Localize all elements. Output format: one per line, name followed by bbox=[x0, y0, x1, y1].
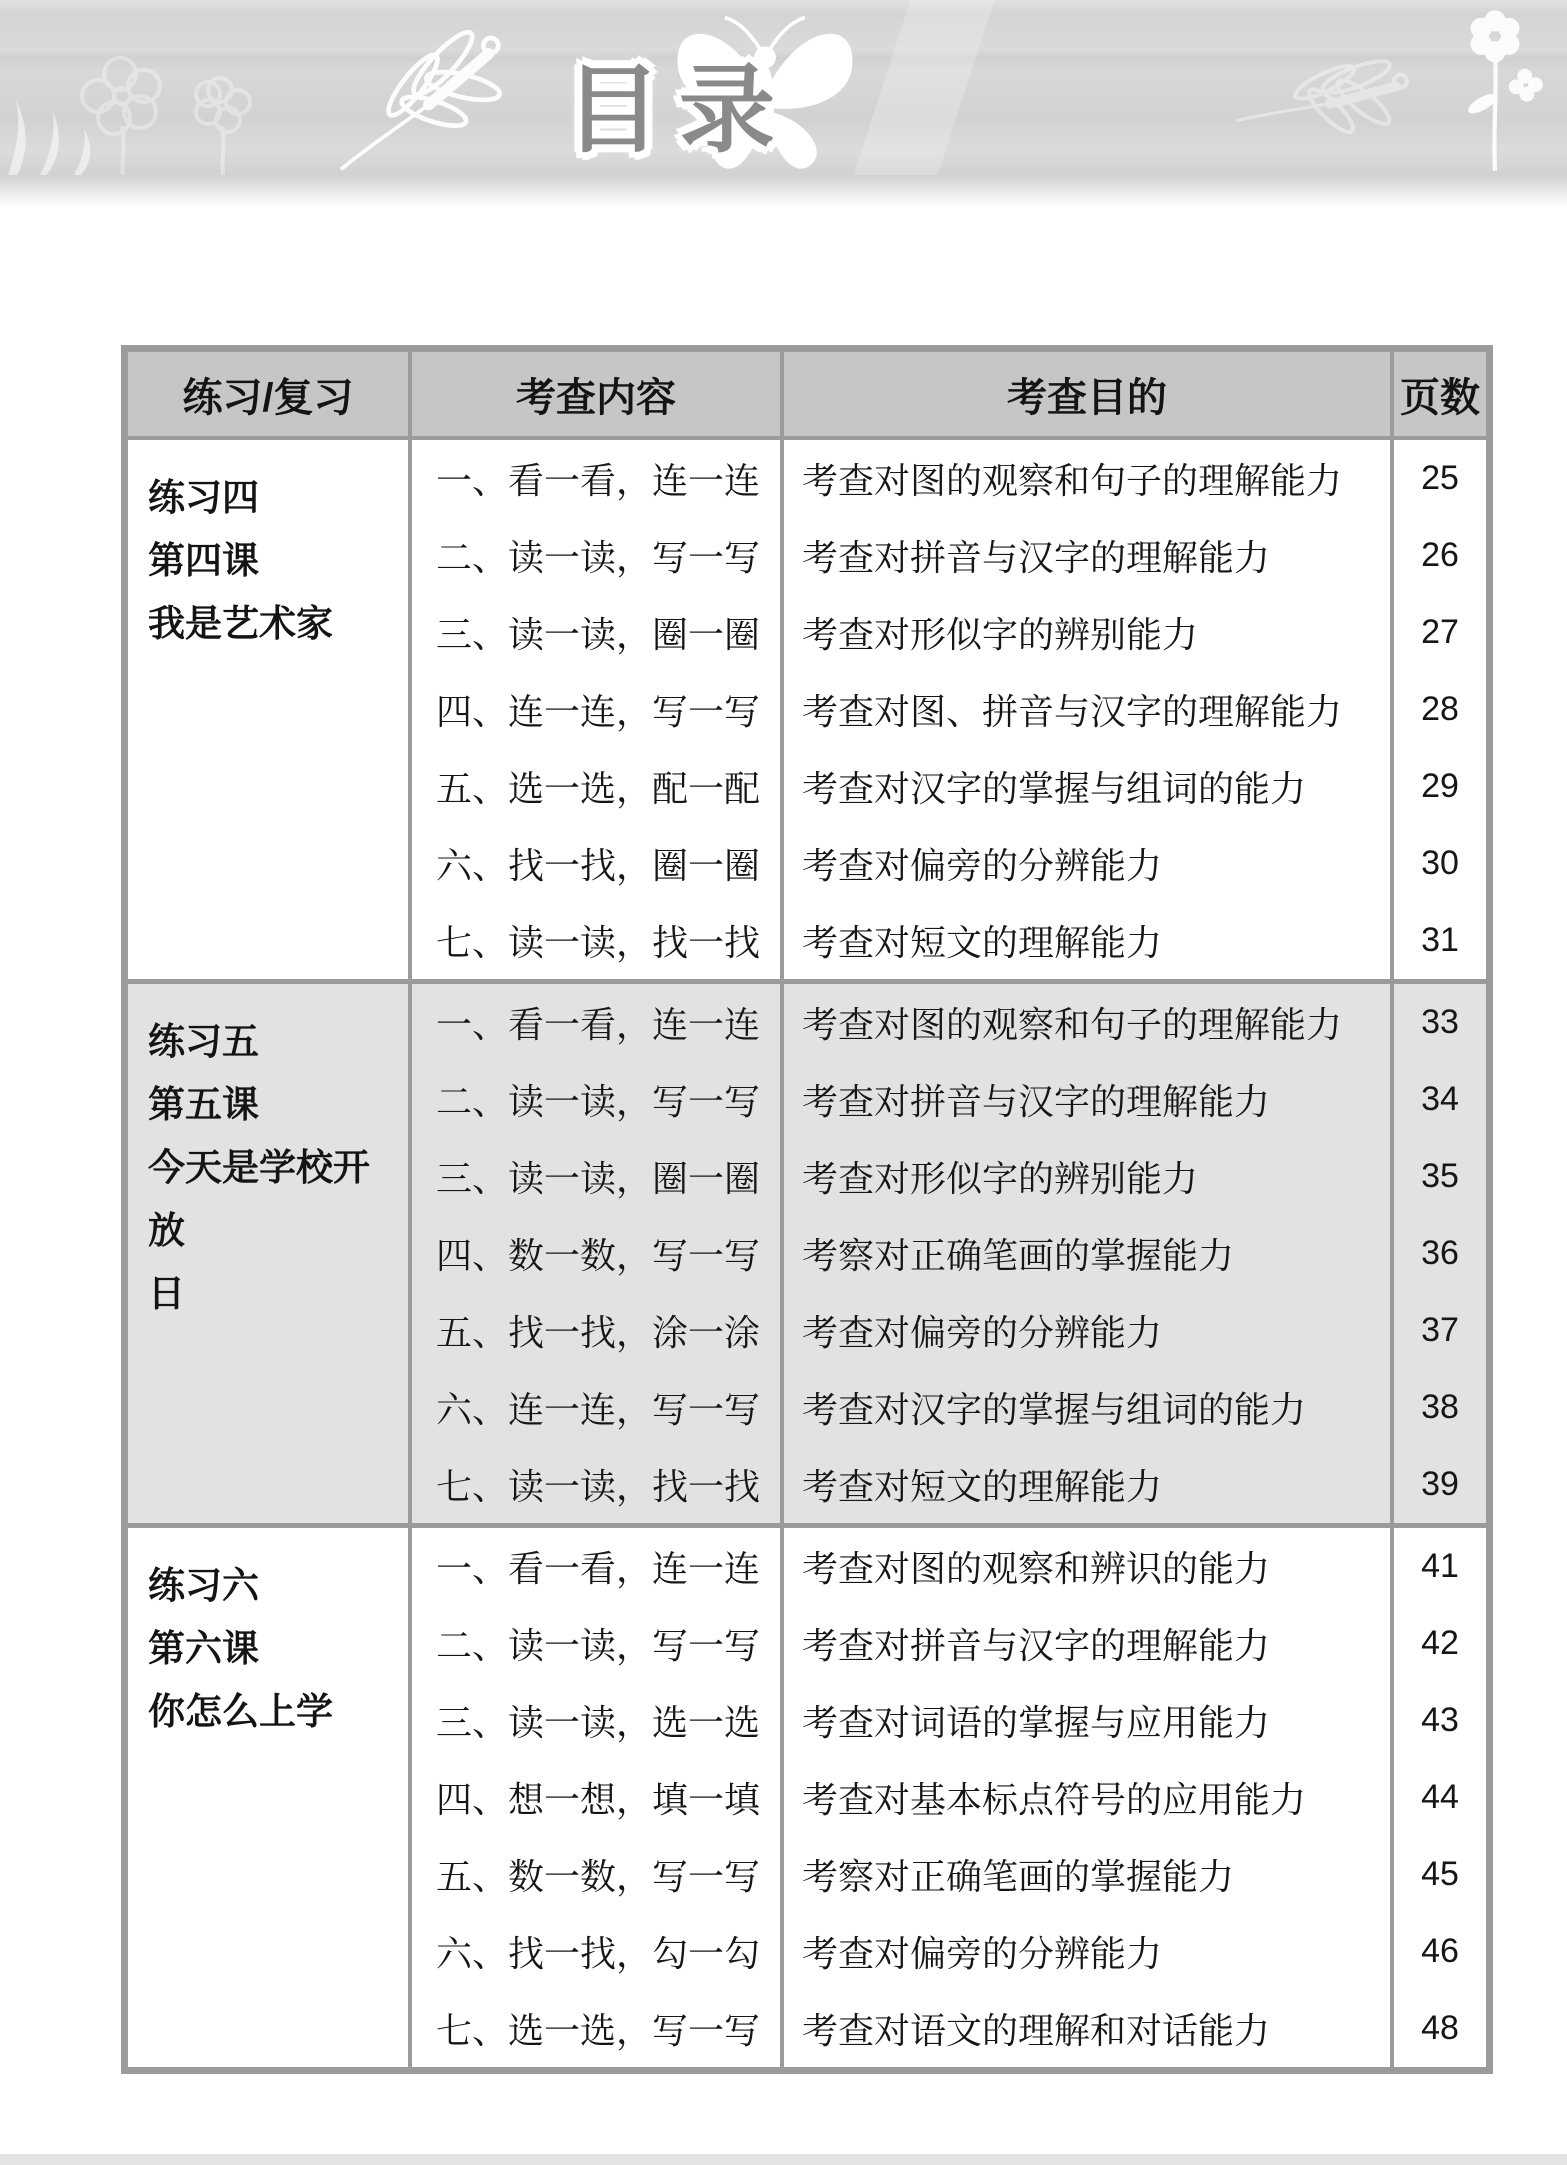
page-number: 42 bbox=[1421, 1624, 1459, 1662]
purpose-cell: 考查对偏旁的分辨能力 bbox=[802, 1313, 1163, 1353]
page-title: 目录 bbox=[565, 54, 793, 166]
column-header-purpose: 考查目的 bbox=[780, 352, 1390, 436]
exercise-title-line: 日 bbox=[148, 1273, 185, 1314]
content-cell: 一、看一看，连一连 bbox=[436, 1549, 761, 1589]
purpose-cell: 考察对正确笔画的掌握能力 bbox=[802, 1857, 1235, 1897]
content-cell: 七、读一读，找一找 bbox=[436, 923, 761, 963]
exercise-title-line: 第四课 bbox=[148, 540, 259, 581]
content-cell: 一、看一看，连一连 bbox=[436, 1005, 761, 1045]
exercise-title-cell bbox=[128, 1528, 408, 2067]
page-number: 25 bbox=[1421, 459, 1459, 497]
purpose-cell: 考查对图的观察和句子的理解能力 bbox=[802, 1005, 1343, 1045]
content-cell: 五、数一数，写一写 bbox=[436, 1857, 761, 1897]
purpose-column bbox=[780, 984, 1390, 1523]
purpose-cell: 考察对正确笔画的掌握能力 bbox=[802, 1236, 1235, 1276]
exercise-title-cell bbox=[128, 440, 408, 979]
exercise-title-line: 第六课 bbox=[148, 1628, 259, 1669]
content-cell: 二、读一读，写一写 bbox=[436, 1082, 761, 1122]
purpose-column bbox=[780, 1528, 1390, 2067]
page-number: 29 bbox=[1421, 767, 1459, 805]
page-number: 34 bbox=[1421, 1080, 1459, 1118]
page-number: 39 bbox=[1421, 1465, 1459, 1503]
purpose-cell: 考查对基本标点符号的应用能力 bbox=[802, 1780, 1307, 1820]
page-number: 48 bbox=[1421, 2009, 1459, 2047]
purpose-cell: 考查对图的观察和句子的理解能力 bbox=[802, 461, 1343, 501]
toc-section-1 bbox=[128, 440, 1486, 979]
column-header-content: 考查内容 bbox=[408, 352, 780, 436]
column-header-exercise: 练习/复习 bbox=[182, 375, 354, 420]
exercise-title-line: 练习六 bbox=[148, 1565, 259, 1606]
dragonfly-icon bbox=[1217, 7, 1452, 175]
page-number: 41 bbox=[1421, 1547, 1459, 1585]
grass-icon bbox=[0, 92, 174, 175]
purpose-cell: 考查对图、拼音与汉字的理解能力 bbox=[802, 692, 1343, 732]
decorative-header-band bbox=[0, 0, 1567, 175]
page-number: 44 bbox=[1421, 1778, 1459, 1816]
purpose-cell: 考查对图的观察和辨识的能力 bbox=[802, 1549, 1271, 1589]
purpose-cell: 考查对偏旁的分辨能力 bbox=[802, 1934, 1163, 1974]
content-cell: 四、想一想，填一填 bbox=[436, 1780, 761, 1820]
flower-icon bbox=[1430, 6, 1560, 175]
purpose-cell: 考查对短文的理解能力 bbox=[802, 923, 1163, 963]
page-number: 26 bbox=[1421, 536, 1459, 574]
dragonfly-icon bbox=[287, 0, 573, 175]
content-cell: 七、读一读，找一找 bbox=[436, 1467, 761, 1507]
content-cell: 五、找一找，涂一涂 bbox=[436, 1313, 761, 1353]
page-number: 27 bbox=[1421, 613, 1459, 651]
page-number: 30 bbox=[1421, 844, 1459, 882]
toc-table bbox=[121, 345, 1493, 2074]
page-number: 31 bbox=[1421, 921, 1459, 959]
content-cell: 四、数一数，写一写 bbox=[436, 1236, 761, 1276]
exercise-title-line: 你怎么上学 bbox=[148, 1691, 333, 1732]
purpose-cell: 考查对词语的掌握与应用能力 bbox=[802, 1703, 1271, 1743]
table-body bbox=[128, 440, 1486, 2067]
page-number: 36 bbox=[1421, 1234, 1459, 1272]
purpose-cell: 考查对偏旁的分辨能力 bbox=[802, 846, 1163, 886]
page-number: 38 bbox=[1421, 1388, 1459, 1426]
content-cell: 三、读一读，圈一圈 bbox=[436, 1159, 761, 1199]
column-header-page: 页数 bbox=[1390, 352, 1486, 436]
header-fade bbox=[0, 175, 1567, 207]
page-number: 37 bbox=[1421, 1311, 1459, 1349]
purpose-cell: 考查对拼音与汉字的理解能力 bbox=[802, 538, 1271, 578]
content-column bbox=[408, 1528, 780, 2067]
exercise-title-cell bbox=[128, 984, 408, 1523]
content-cell: 五、选一选，配一配 bbox=[436, 769, 761, 809]
purpose-cell: 考查对拼音与汉字的理解能力 bbox=[802, 1082, 1271, 1122]
page-column bbox=[1390, 984, 1486, 1523]
content-cell: 二、读一读，写一写 bbox=[436, 538, 761, 578]
purpose-cell: 考查对短文的理解能力 bbox=[802, 1467, 1163, 1507]
page-number: 33 bbox=[1421, 1003, 1459, 1041]
content-cell: 三、读一读，选一选 bbox=[436, 1703, 761, 1743]
content-column bbox=[408, 440, 780, 979]
exercise-title-line: 第五课 bbox=[148, 1084, 259, 1125]
content-cell: 六、找一找，勾一勾 bbox=[436, 1934, 761, 1974]
exercise-title-line: 今天是学校开放 bbox=[148, 1147, 370, 1251]
content-cell: 四、连一连，写一写 bbox=[436, 692, 761, 732]
purpose-cell: 考查对汉字的掌握与组词的能力 bbox=[802, 769, 1307, 809]
purpose-cell: 考查对语文的理解和对话能力 bbox=[802, 2011, 1271, 2051]
purpose-cell: 考查对形似字的辨别能力 bbox=[802, 615, 1199, 655]
content-cell: 三、读一读，圈一圈 bbox=[436, 615, 761, 655]
table-header-row bbox=[128, 352, 1486, 440]
toc-section-3 bbox=[128, 1523, 1486, 2067]
purpose-cell: 考查对拼音与汉字的理解能力 bbox=[802, 1626, 1271, 1666]
purpose-cell: 考查对汉字的掌握与组词的能力 bbox=[802, 1390, 1307, 1430]
exercise-title-line: 练习五 bbox=[148, 1021, 259, 1062]
purpose-cell: 考查对形似字的辨别能力 bbox=[802, 1159, 1199, 1199]
content-cell: 七、选一选，写一写 bbox=[436, 2011, 761, 2051]
exercise-title-line: 练习四 bbox=[148, 477, 259, 518]
content-cell: 二、读一读，写一写 bbox=[436, 1626, 761, 1666]
purpose-column bbox=[780, 440, 1390, 979]
page-bottom-edge bbox=[0, 2154, 1567, 2165]
page-number: 28 bbox=[1421, 690, 1459, 728]
page-number: 43 bbox=[1421, 1701, 1459, 1739]
content-cell: 六、找一找，圈一圈 bbox=[436, 846, 761, 886]
content-column bbox=[408, 984, 780, 1523]
page-number: 46 bbox=[1421, 1932, 1459, 1970]
page-number: 35 bbox=[1421, 1157, 1459, 1195]
toc-section-2 bbox=[128, 979, 1486, 1523]
page-number: 45 bbox=[1421, 1855, 1459, 1893]
content-cell: 一、看一看，连一连 bbox=[436, 461, 761, 501]
exercise-title-line: 我是艺术家 bbox=[148, 603, 333, 644]
content-cell: 六、连一连，写一写 bbox=[436, 1390, 761, 1430]
page-column bbox=[1390, 1528, 1486, 2067]
page-column bbox=[1390, 440, 1486, 979]
